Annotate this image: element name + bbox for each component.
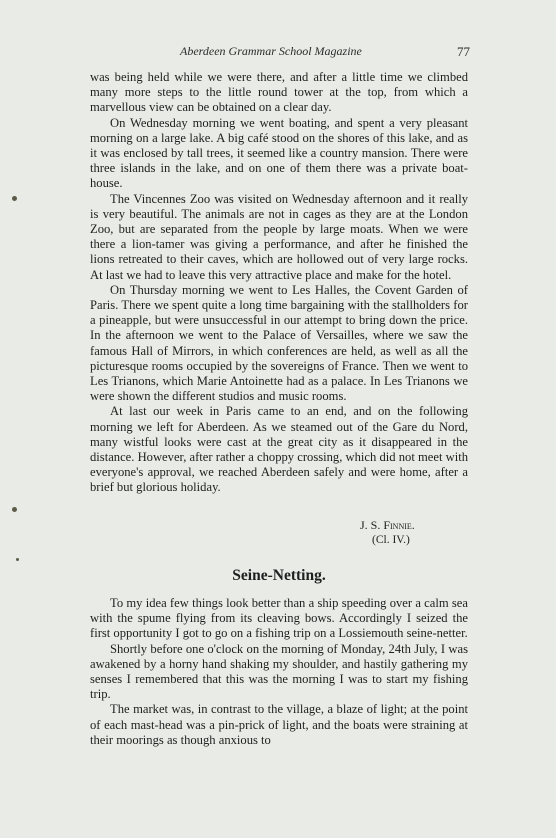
paragraph: The market was, in contrast to the village, a blaze of light; at the point of each mast-head was a pin-prick of light, and the boats were straining at their moorings as though anxious to [90,702,468,747]
binding-hole-mark [12,507,17,512]
article-seine-netting [90,596,468,748]
page-header [90,44,470,62]
paragraph: On Wednesday morning we went boating, and spent a very pleasant morning on a large lake. A big café stood on the shores of this lake, and as it was enclosed by tall trees, it seemed like a country mansion. There were three islands in the lake, and on one of them there was a private boat-house. [90,115,468,191]
page-number: 77 [457,44,470,59]
paragraph: Shortly before one o'clock on the morning of Monday, 24th July, I was awakened by a horny hand shaking my shoulder, and hastily gathering my senses I remembered that this was the morning I was to start my fishing trip. [90,641,468,702]
magazine-title: Aberdeen Grammar School Magazine [180,44,362,58]
paragraph: At last our week in Paris came to an end, and on the following morning we left for Aberdeen. As we steamed out of the Gare du Nord, many wistful looks were cast at the great city as it disappeared in the distance. However, after rather a choppy crossing, which did not meet with everyone's approval, we reached Aberdeen safely and were home, after a brief but glorious holiday. [90,404,468,495]
author-signature [360,518,415,548]
binding-hole-mark [16,558,19,561]
author-class: (Cl. IV.) [372,534,410,546]
binding-hole-mark [12,196,17,201]
article-paris-continued [90,70,468,496]
paragraph: was being held while we were there, and after a little time we climbed many more steps to the little round tower at the top, from which a marvellous view can be obtained on a clear day. [90,70,468,115]
paragraph: To my idea few things look better than a ship speeding over a calm sea with the spume flying from its cleaving bows. Accordingly I seized the first opportunity I got to go on a fishing trip on a Lossiemouth seine-netter. [90,596,468,641]
paragraph: The Vincennes Zoo was visited on Wednesday afternoon and it really is very beautiful. The animals are not in cages as they are at the London Zoo, but are separated from the people by large moats. When we were there a lion-tamer was giving a performance, and after he finished the lions retreated to their caves, which are hollowed out of very large rocks. At last we had to leave this very attractive place and make for the hotel. [90,191,468,282]
article-heading: Seine-Netting. [232,567,326,584]
paragraph: On Thursday morning we went to Les Halles, the Covent Garden of Paris. There we spent quite a long time bargaining with the stallholders for a pineapple, but were unsuccessful in our attempt to bring down the price. In the afternoon we went to the Palace of Versailles, where we saw the famous Hall of Mirrors, in which conferences are held, as well as all the picturesque rooms occupied by the sovereigns of France. Then we went to Les Trianons, which Marie Antoinette had as a palace. In Les Trianons we were shown the different studios and music rooms. [90,282,468,404]
author-name: J. S. Finnie. [360,518,415,532]
